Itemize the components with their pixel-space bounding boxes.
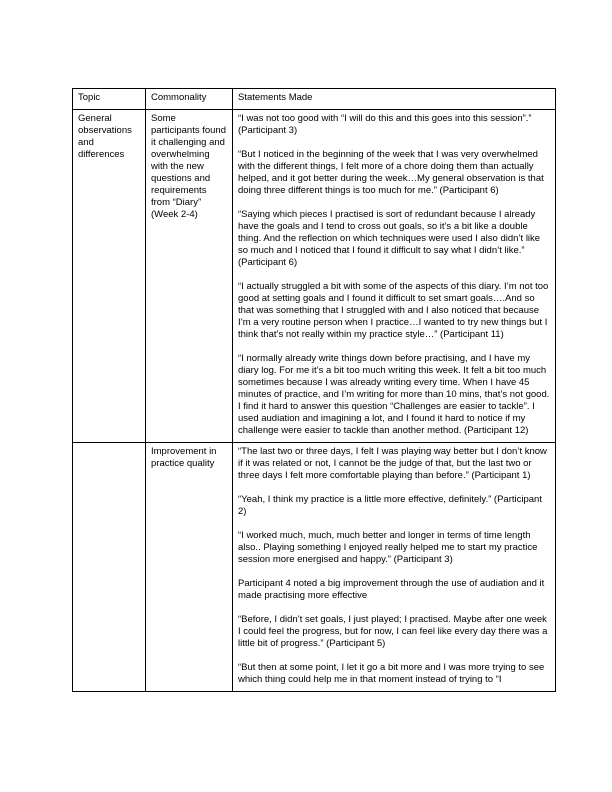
header-statements-made: Statements Made xyxy=(233,89,556,110)
statement-quote: “I was not too good with “I will do this and this goes into this session”.” (Participant 3) xyxy=(238,113,532,136)
statement-quote: “I actually struggled a bit with some of the aspects of this diary. I’m not too good at setting goals and I found it difficult to set smart goals….And so that was something that I struggled with and I also noticed that because I’m a very routine person when I practice…I wanted to try new things but I think that’s not really within my practice style…” (Participant 11) xyxy=(238,281,549,340)
table-row xyxy=(73,443,556,692)
statement-quote: “Yeah, I think my practice is a little more effective, definitely.” (Participant 2) xyxy=(238,494,542,517)
header-commonality: Commonality xyxy=(146,89,233,110)
topic-cell xyxy=(73,443,146,692)
commonality-cell: Some participants found it challenging and overwhelming with the new questions and requirements from “Diary” (Week 2-4) xyxy=(146,110,233,443)
statement-quote: “I normally already write things down before practising, and I have my diary log. For me it’s a bit too much writing this week. It felt a bit too much sometimes because I was already writing every time. When I have 45 minutes of practice, and I’m writing for more than 10 mins, that’s not good. I find it hard to answer this question “Challenges are easier to tackle”. I used audiation and imagining a lot, and I found it hard to notice if my challenge were easier to tackle than another method. (Participant 12) xyxy=(238,353,550,436)
topic-cell: General observations and differences xyxy=(73,110,146,443)
statement-quote: Participant 4 noted a big improvement through the use of audiation and it made practising more effective xyxy=(238,578,545,601)
statements-table xyxy=(72,88,556,692)
statement-quote: “Before, I didn’t set goals, I just played; I practised. Maybe after one week I could feel the progress, but for now, I can feel like every day there was a little bit of progress.” (Participant 5) xyxy=(238,614,548,649)
statement-quote: “But I noticed in the beginning of the week that I was very overwhelmed with the different things, I felt more of a chore doing them than actually helped, and it got better during the week…My general observation is that doing three different things is too much for me.” (Participant 6) xyxy=(238,149,544,196)
statements-cell xyxy=(233,443,556,692)
commonality-cell: Improvement in practice quality xyxy=(146,443,233,692)
table-row xyxy=(73,110,556,443)
statements-cell xyxy=(233,110,556,443)
statement-quote: “But then at some point, I let it go a bit more and I was more trying to see which thing could help me in that moment instead of trying to “I xyxy=(238,662,545,685)
statement-quote: “I worked much, much, much better and longer in terms of time length also.. Playing something I enjoyed really helped me to start my practice session more energised and happy.” (Participant 3) xyxy=(238,530,538,565)
header-topic: Topic xyxy=(73,89,146,110)
statement-quote: “Saying which pieces I practised is sort of redundant because I already have the goals and I tend to cross out goals, so it’s a bit like a double thing. And the reflection on which techniques were used I also didn’t like so much and I noticed that I found it difficult to say what I didn’t like.” (Participant 6) xyxy=(238,209,541,268)
table-header-row xyxy=(73,89,556,110)
statement-quote: “The last two or three days, I felt I was playing way better but I don’t know if it was related or not, I cannot be the judge of that, but the last two or three days I felt more comfortable playing than before.” (Participant 1) xyxy=(238,446,547,481)
